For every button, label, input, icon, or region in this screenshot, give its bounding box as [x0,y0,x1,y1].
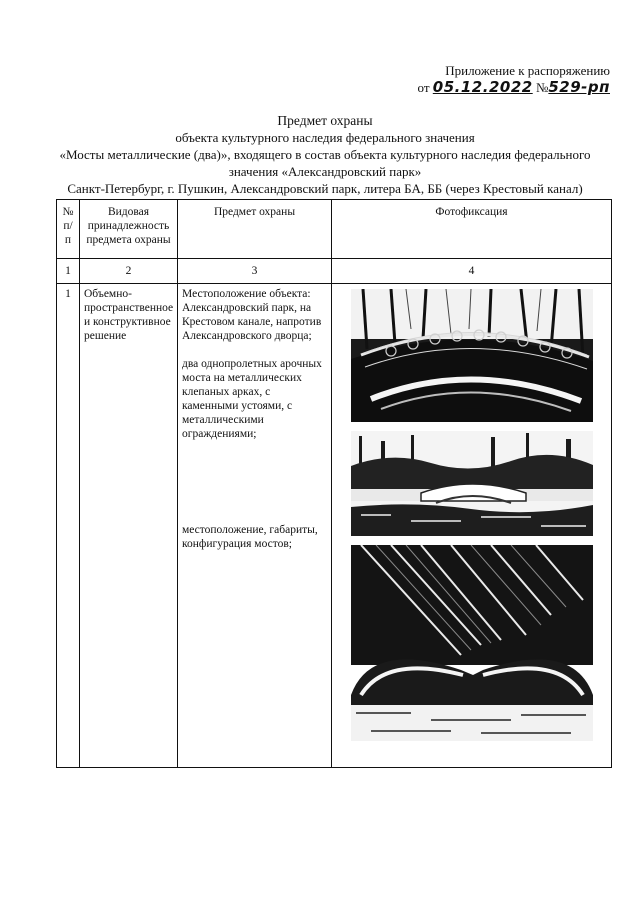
title-line-3: «Мосты металлические (два)», входящего в состав объекта культурного наследия федерального [59,147,591,162]
order-line [418,79,610,96]
number-sign: № [535,80,549,95]
subject-bridges: два однопролетных арочных моста на металлических клепаных арках, с каменными устоями, с металлическими ограждениями; [182,358,322,440]
subject-dimensions: местоположение, габариты, конфигурация мостов; [182,524,318,550]
column-number: 4 [332,259,612,284]
order-date: 05.12.2022 [432,78,533,96]
row-photos [332,284,612,768]
row-subject [178,284,332,768]
column-number: 2 [80,259,178,284]
table-header-row [57,200,612,259]
header-photo: Фотофиксация [332,200,612,259]
order-number: 529-рп [548,78,610,96]
header-subject: Предмет охраны [178,200,332,259]
document-heading: Предмет охраны [277,113,373,128]
bridge-underside-photo [351,545,593,741]
title-line-2: объекта культурного наследия федерального значения [175,130,475,145]
header-number: № п/п [57,200,80,259]
bridge-railing-photo [351,289,593,422]
appendix-line: Приложение к распоряжению [445,63,610,78]
subject-location: Местоположение объекта: Александровский парк, на Крестовом канале, напротив Александровского дворца; [182,288,322,342]
bridge-winter-photo [351,431,593,536]
title-line-5: Санкт-Петербург, г. Пушкин, Александровский парк, литера БА, ББ (через Крестовый канал) [67,181,583,196]
header-category: Видовая принадлежность предмета охраны [80,200,178,259]
row-number: 1 [57,284,80,768]
row-category: Объемно-пространственное и конструктивное решение [80,284,178,768]
column-number-row [57,259,612,284]
column-number: 1 [57,259,80,284]
document-title-block [40,112,610,197]
table-row [57,284,612,768]
appendix-reference [418,62,610,96]
protection-subject-table [56,199,612,768]
from-prefix: от [417,80,430,95]
column-number: 3 [178,259,332,284]
title-line-4: значения «Александровский парк» [228,164,422,179]
